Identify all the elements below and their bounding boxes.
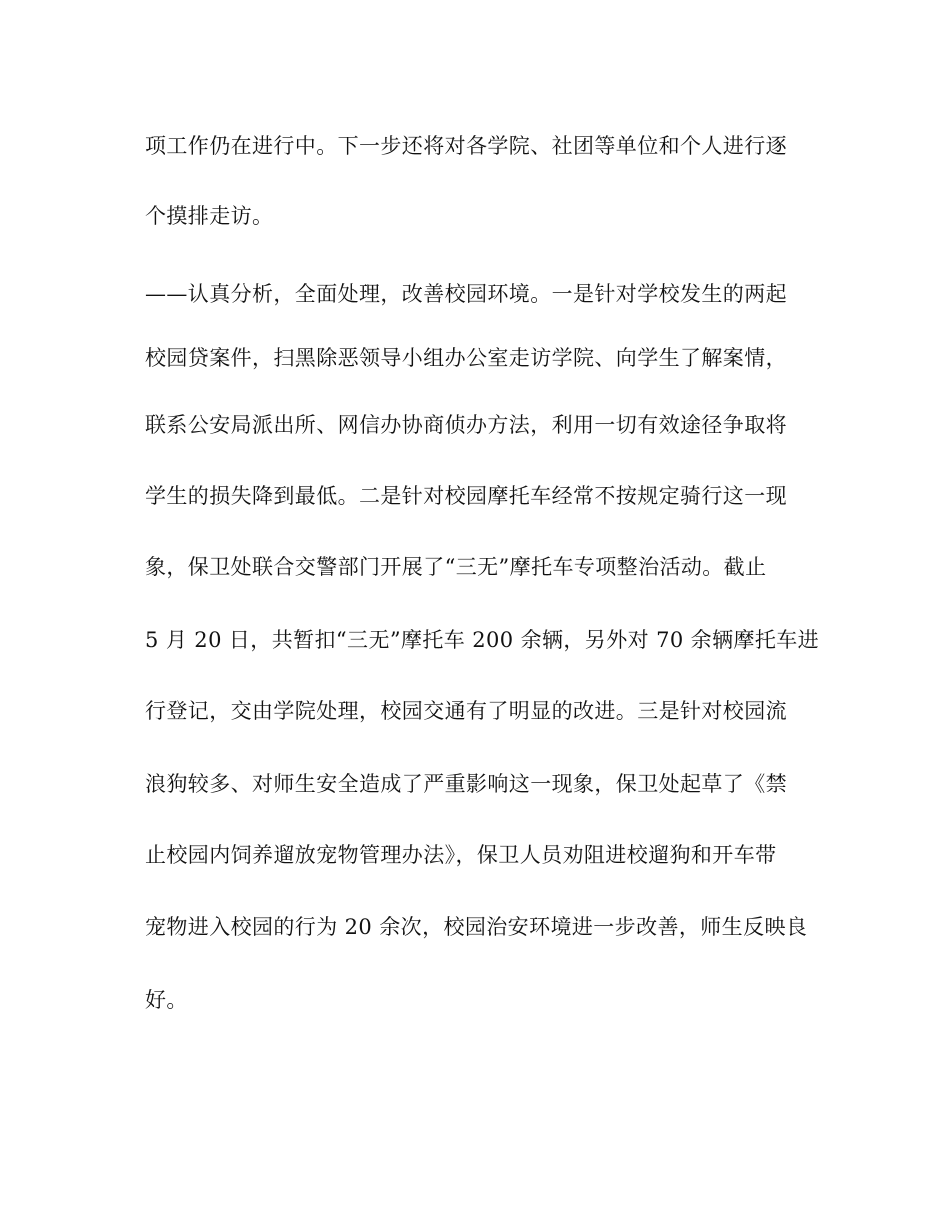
body-text-line: 联系公安局派出所、网信办协商侦办方法，利用一切有效途径争取将 — [145, 413, 787, 437]
body-text-line: 校园贷案件，扫黑除恶领导小组办公室走访学院、向学生了解案情， — [145, 346, 787, 370]
body-text-line: 象，保卫处联合交警部门开展了“三无”摩托车专项整治活动。截止 — [145, 555, 767, 579]
body-text-line: 行登记，交由学院处理，校园交通有了明显的改进。三是针对校园流 — [145, 699, 787, 723]
body-text-line: 浪狗较多、对师生安全造成了严重影响这一现象，保卫处起草了《禁 — [145, 772, 787, 796]
body-text-line: 学生的损失降到最低。二是针对校园摩托车经常不按规定骑行这一现 — [145, 484, 787, 508]
body-text-line: 止校园内饲养遛放宠物管理办法》，保卫人员劝阻进校遛狗和开车带 — [145, 843, 777, 867]
body-text-line: 宠物进入校园的行为 20 余次，校园治安环境进一步改善，师生反映良 — [145, 915, 808, 939]
section-heading-line: ——认真分析，全面处理，改善校园环境。一是针对学校发生的两起 — [145, 282, 787, 306]
body-text-line: 好。 — [145, 988, 188, 1012]
body-text-line: 项工作仍在进行中。下一步还将对各学院、社团等单位和个人进行逐 — [145, 134, 787, 158]
body-text-line: 个摸排走访。 — [145, 204, 274, 228]
body-text-line: 5 月 20 日，共暂扣“三无”摩托车 200 余辆，另外对 70 余辆摩托车进 — [145, 628, 820, 652]
